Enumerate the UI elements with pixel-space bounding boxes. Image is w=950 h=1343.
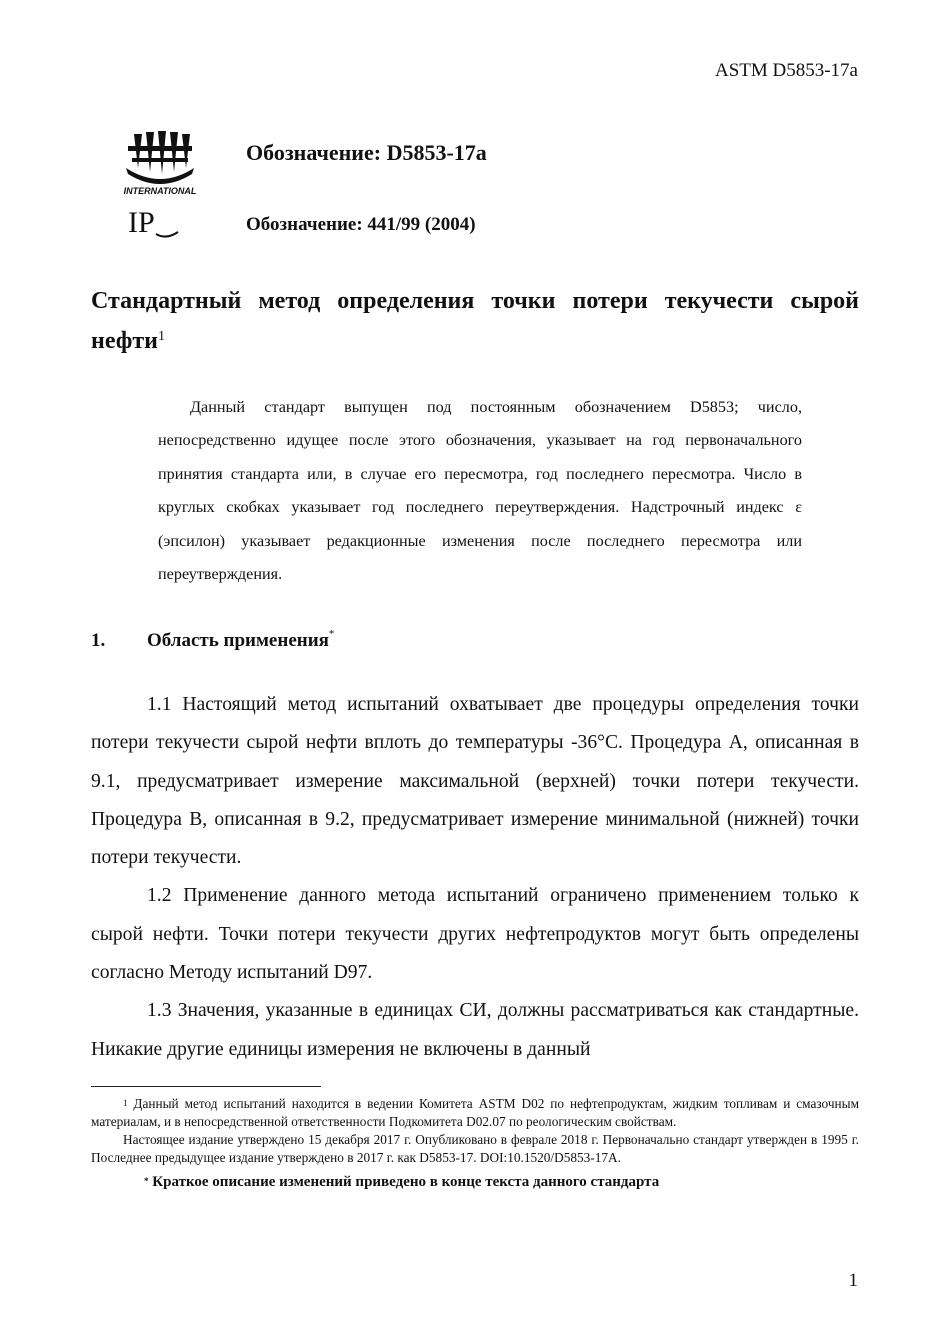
footnote-star-text: Краткое описание изменений приведено в конце текста данного стандарта (152, 1174, 660, 1190)
page-number: 1 (848, 1270, 858, 1291)
designation-ip: Обозначение: 441/99 (2004) (246, 214, 476, 235)
footnote-star (91, 1173, 859, 1191)
astm-logo-text: INTERNATIONAL (123, 186, 197, 196)
document-code: ASTM D5853-17a (714, 60, 858, 81)
paragraph-1-1: 1.1 Настоящий метод испытаний охватывает две процедуры определения точки потери текучести сырой нефти вплоть до температуры -36°С. Процедура А, описанная в 9.1, предусматривает измерение максимальной (верхней) точки потери текучести. Процедура В, описанная в 9.2, предусматривает измерение минимальной (нижней) точки потери текучести. (91, 694, 859, 869)
ip-logo-text: IP (128, 206, 155, 239)
footnote-1-edition: Настоящее издание утверждено 15 декабря 2017 г. Опубликовано в феврале 2018 г. Первоначально стандарт утвержден в 1995 г. Последнее предыдущее издание утверждено в 2017 г. как D5853-17. DOI:10.1520/D5853-17A. (91, 1132, 859, 1165)
footnote-1 (91, 1095, 859, 1131)
paragraph-1-2: 1.2 Применение данного метода испытаний ограничено применением только к сырой нефти. Точки потери текучести других нефтепродуктов могут быть определены согласно Методу испытаний D97. (91, 885, 859, 984)
astm-logo (118, 128, 202, 198)
section-body (91, 686, 859, 1069)
section-title: Область применения (147, 630, 329, 651)
ip-logo (126, 206, 180, 240)
section-heading (91, 630, 334, 652)
designation-main: Обозначение: D5853-17a (246, 140, 487, 165)
section-number: 1. (91, 630, 106, 651)
section-footnote-ref[interactable]: * (328, 628, 335, 640)
footnotes (91, 1095, 859, 1191)
footnote-star-mark: * (144, 1176, 149, 1186)
footnote-divider (91, 1086, 321, 1087)
document-title (91, 281, 859, 361)
standard-notice: Данный стандарт выпущен под постоянным обозначением D5853; число, непосредственно идущее после этого обозначения, указывает на год первоначального принятия стандарта или, в случае его пересмотра, год последнего пересмотра. Число в круглых скобках указывает год последнего переутверждения. Надстрочный индекс ε (эпсилон) указывает редакционные изменения после последнего пересмотра или переутверждения. (158, 398, 802, 584)
paragraph-1-3: 1.3 Значения, указанные в единицах СИ, должны рассматриваться как стандартные. Никакие другие единицы измерения не включены в данный (91, 1000, 859, 1060)
footnote-1-text: Данный метод испытаний находится в ведении Комитета ASTM D02 по нефтепродуктам, жидким топливам и смазочным материалам, и в непосредственной ответственности Подкомитета D02.07 по реологическим свойствам. (91, 1096, 859, 1129)
title-text: Стандартный метод определения точки потери текучести сырой нефти (91, 288, 859, 354)
title-footnote-ref[interactable]: 1 (158, 329, 165, 344)
footnote-1-mark: 1 (123, 1098, 128, 1108)
